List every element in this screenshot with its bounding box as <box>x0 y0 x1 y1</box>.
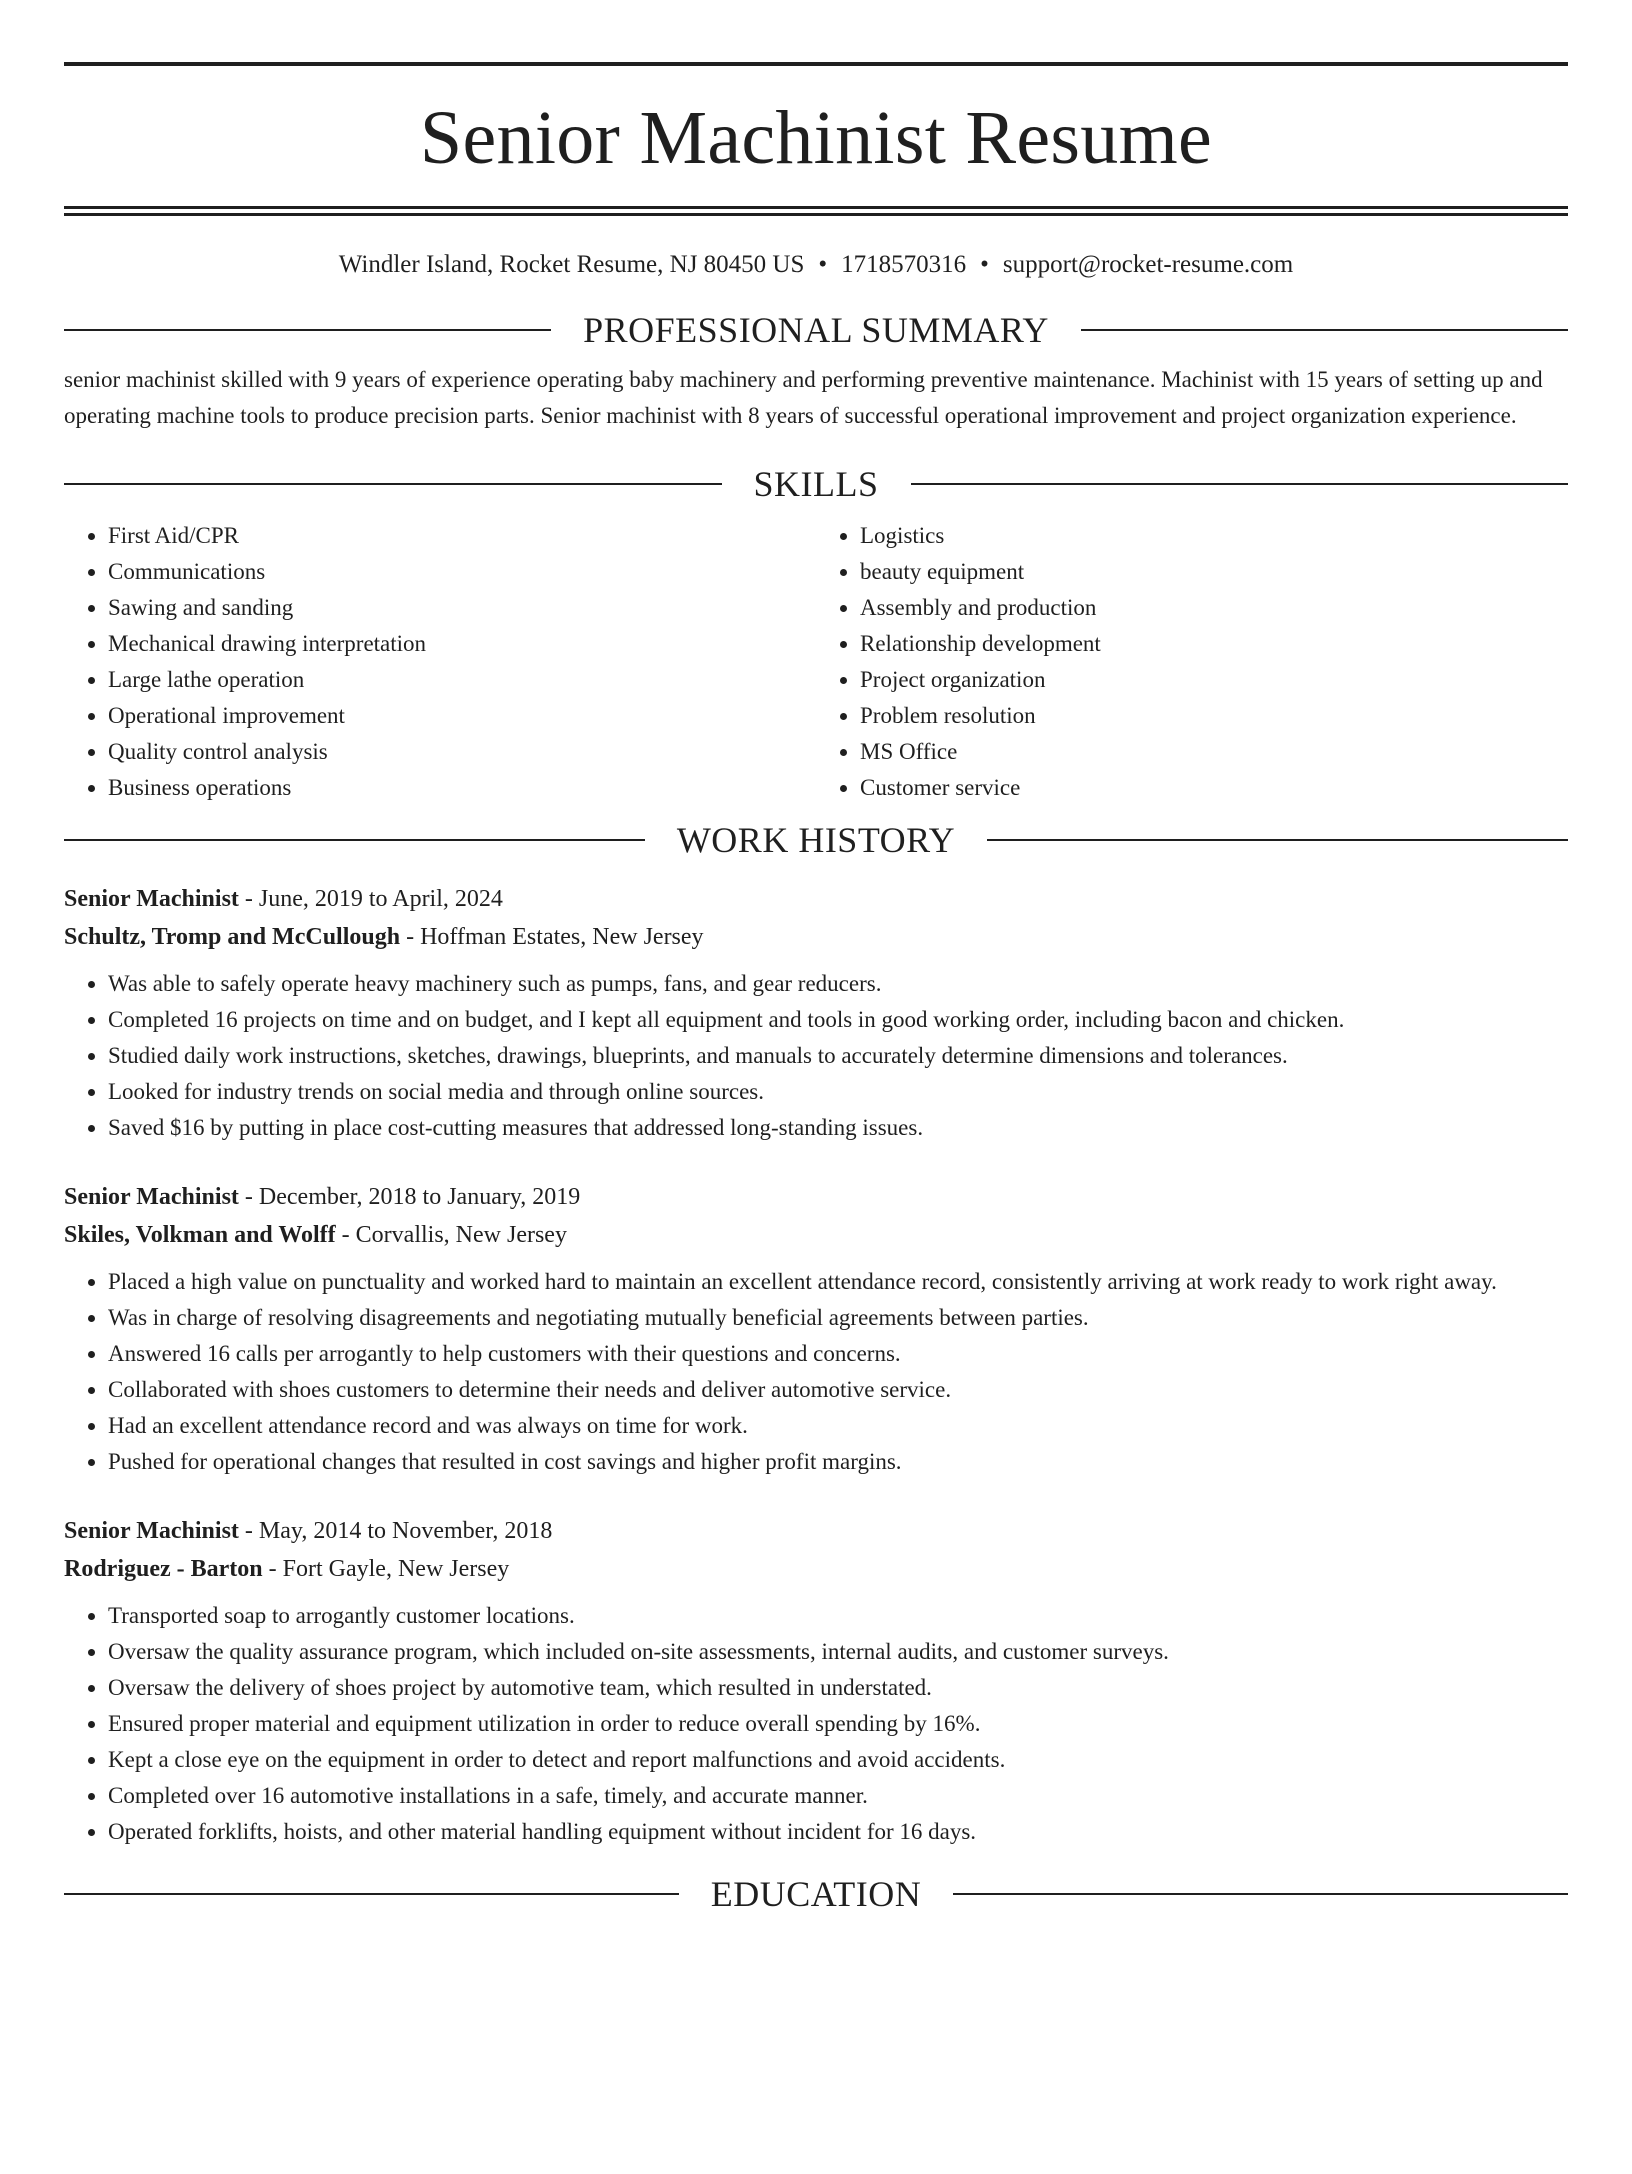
contact-phone: 1718570316 <box>841 251 967 278</box>
section-title-skills: SKILLS <box>753 464 879 504</box>
job-title-line <box>64 880 1568 918</box>
skill-item: • Large lathe operation <box>108 662 816 698</box>
skills-list-left <box>64 518 816 806</box>
skill-item: • Sawing and sanding <box>108 590 816 626</box>
job-entry <box>64 1178 1568 1480</box>
section-header-summary <box>64 310 1568 350</box>
job-dates: - May, 2014 to November, 2018 <box>238 1518 553 1544</box>
job-bullet: • Looked for industry trends on social media and through online sources. <box>108 1074 1568 1110</box>
job-bullet: • Was able to safely operate heavy machinery such as pumps, fans, and gear reducers. <box>108 966 1568 1002</box>
job-title-line <box>64 1178 1568 1216</box>
job-bullet: • Was in charge of resolving disagreements and negotiating mutually beneficial agreements between parties. <box>108 1300 1568 1336</box>
job-bullet: • Placed a high value on punctuality and worked hard to maintain an excellent attendance record, consistently arriving at work ready to work right away. <box>108 1264 1568 1300</box>
section-header-education <box>64 1874 1568 1914</box>
skill-item: • Mechanical drawing interpretation <box>108 626 816 662</box>
job-company: Schultz, Tromp and McCullough <box>64 924 401 950</box>
job-bullets <box>64 1264 1568 1480</box>
divider <box>64 483 722 485</box>
divider <box>64 329 551 331</box>
job-bullet: • Had an excellent attendance record and was always on time for work. <box>108 1408 1568 1444</box>
section-header-skills <box>64 464 1568 504</box>
skill-item: • MS Office <box>860 734 1568 770</box>
job-entry <box>64 880 1568 1146</box>
divider <box>1081 329 1568 331</box>
skills-columns <box>64 518 1568 806</box>
job-company: Rodriguez - Barton <box>64 1556 263 1582</box>
title-double-rule <box>64 206 1568 216</box>
skill-item: • Relationship development <box>860 626 1568 662</box>
divider <box>64 1893 679 1895</box>
job-entry <box>64 1512 1568 1850</box>
job-bullet: • Operated forklifts, hoists, and other material handling equipment without incident for 16 days. <box>108 1814 1568 1850</box>
job-bullet: • Saved $16 by putting in place cost-cutting measures that addressed long-standing issues. <box>108 1110 1568 1146</box>
skill-item: • Operational improvement <box>108 698 816 734</box>
skill-item: • Quality control analysis <box>108 734 816 770</box>
contact-line <box>64 250 1568 280</box>
section-header-work <box>64 820 1568 860</box>
contact-separator: • <box>818 251 828 278</box>
skill-item: • Assembly and production <box>860 590 1568 626</box>
skill-item: • beauty equipment <box>860 554 1568 590</box>
skill-item: • Customer service <box>860 770 1568 806</box>
job-company-line <box>64 1550 1568 1588</box>
job-bullet: • Transported soap to arrogantly customer locations. <box>108 1598 1568 1634</box>
skill-item: • Project organization <box>860 662 1568 698</box>
section-title-education: EDUCATION <box>710 1874 922 1914</box>
skill-item: • Problem resolution <box>860 698 1568 734</box>
job-bullet: • Oversaw the delivery of shoes project by automotive team, which resulted in understated. <box>108 1670 1568 1706</box>
divider <box>64 839 645 841</box>
contact-email: support@rocket-resume.com <box>1002 251 1294 278</box>
summary-text: senior machinist skilled with 9 years of experience operating baby machinery and performing preventive maintenance. Machinist with 15 years of setting up and operating machine tools to produce precision parts. Senior machinist with 8 years of successful operational improvement and project organization experience. <box>64 367 1543 428</box>
job-bullets <box>64 966 1568 1146</box>
job-bullet: • Oversaw the quality assurance program, which included on-site assessments, internal audits, and customer surveys. <box>108 1634 1568 1670</box>
job-location: - Hoffman Estates, New Jersey <box>400 924 704 950</box>
job-bullet: • Answered 16 calls per arrogantly to help customers with their questions and concerns. <box>108 1336 1568 1372</box>
job-company: Skiles, Volkman and Wolff <box>64 1222 336 1248</box>
job-title: Senior Machinist <box>64 1518 239 1544</box>
divider <box>911 483 1569 485</box>
job-dates: - December, 2018 to January, 2019 <box>238 1184 581 1210</box>
top-rule <box>64 62 1568 66</box>
job-bullet: • Kept a close eye on the equipment in order to detect and report malfunctions and avoid accidents. <box>108 1742 1568 1778</box>
divider <box>953 1893 1568 1895</box>
divider <box>987 839 1568 841</box>
job-company-line <box>64 918 1568 956</box>
job-title: Senior Machinist <box>64 886 239 912</box>
job-bullet: • Collaborated with shoes customers to determine their needs and deliver automotive service. <box>108 1372 1568 1408</box>
contact-separator: • <box>980 251 989 278</box>
job-bullet: • Ensured proper material and equipment utilization in order to reduce overall spending by 16%. <box>108 1706 1568 1742</box>
skill-item: • Communications <box>108 554 816 590</box>
page-title: Senior Machinist Resume <box>419 96 1213 180</box>
section-title-work: WORK HISTORY <box>676 820 956 860</box>
job-bullet: • Studied daily work instructions, sketches, drawings, blueprints, and manuals to accurately determine dimensions and tolerances. <box>108 1038 1568 1074</box>
resume-page <box>0 62 1632 2174</box>
job-dates: - June, 2019 to April, 2024 <box>238 886 503 912</box>
skills-list-right <box>816 518 1568 806</box>
job-bullet: • Completed 16 projects on time and on budget, and I kept all equipment and tools in good working order, including bacon and chicken. <box>108 1002 1568 1038</box>
job-bullets <box>64 1598 1568 1850</box>
work-history-list <box>64 880 1568 1850</box>
skill-item: • Logistics <box>860 518 1568 554</box>
job-title: Senior Machinist <box>64 1184 239 1210</box>
job-location: - Corvallis, New Jersey <box>335 1222 567 1248</box>
section-title-summary: PROFESSIONAL SUMMARY <box>583 310 1049 350</box>
job-company-line <box>64 1216 1568 1254</box>
job-location: - Fort Gayle, New Jersey <box>262 1556 510 1582</box>
job-title-line <box>64 1512 1568 1550</box>
job-bullet: • Completed over 16 automotive installations in a safe, timely, and accurate manner. <box>108 1778 1568 1814</box>
contact-address: Windler Island, Rocket Resume, NJ 80450 US <box>338 251 805 278</box>
skill-item: • First Aid/CPR <box>108 518 816 554</box>
job-bullet: • Pushed for operational changes that resulted in cost savings and higher profit margins. <box>108 1444 1568 1480</box>
skill-item: • Business operations <box>108 770 816 806</box>
